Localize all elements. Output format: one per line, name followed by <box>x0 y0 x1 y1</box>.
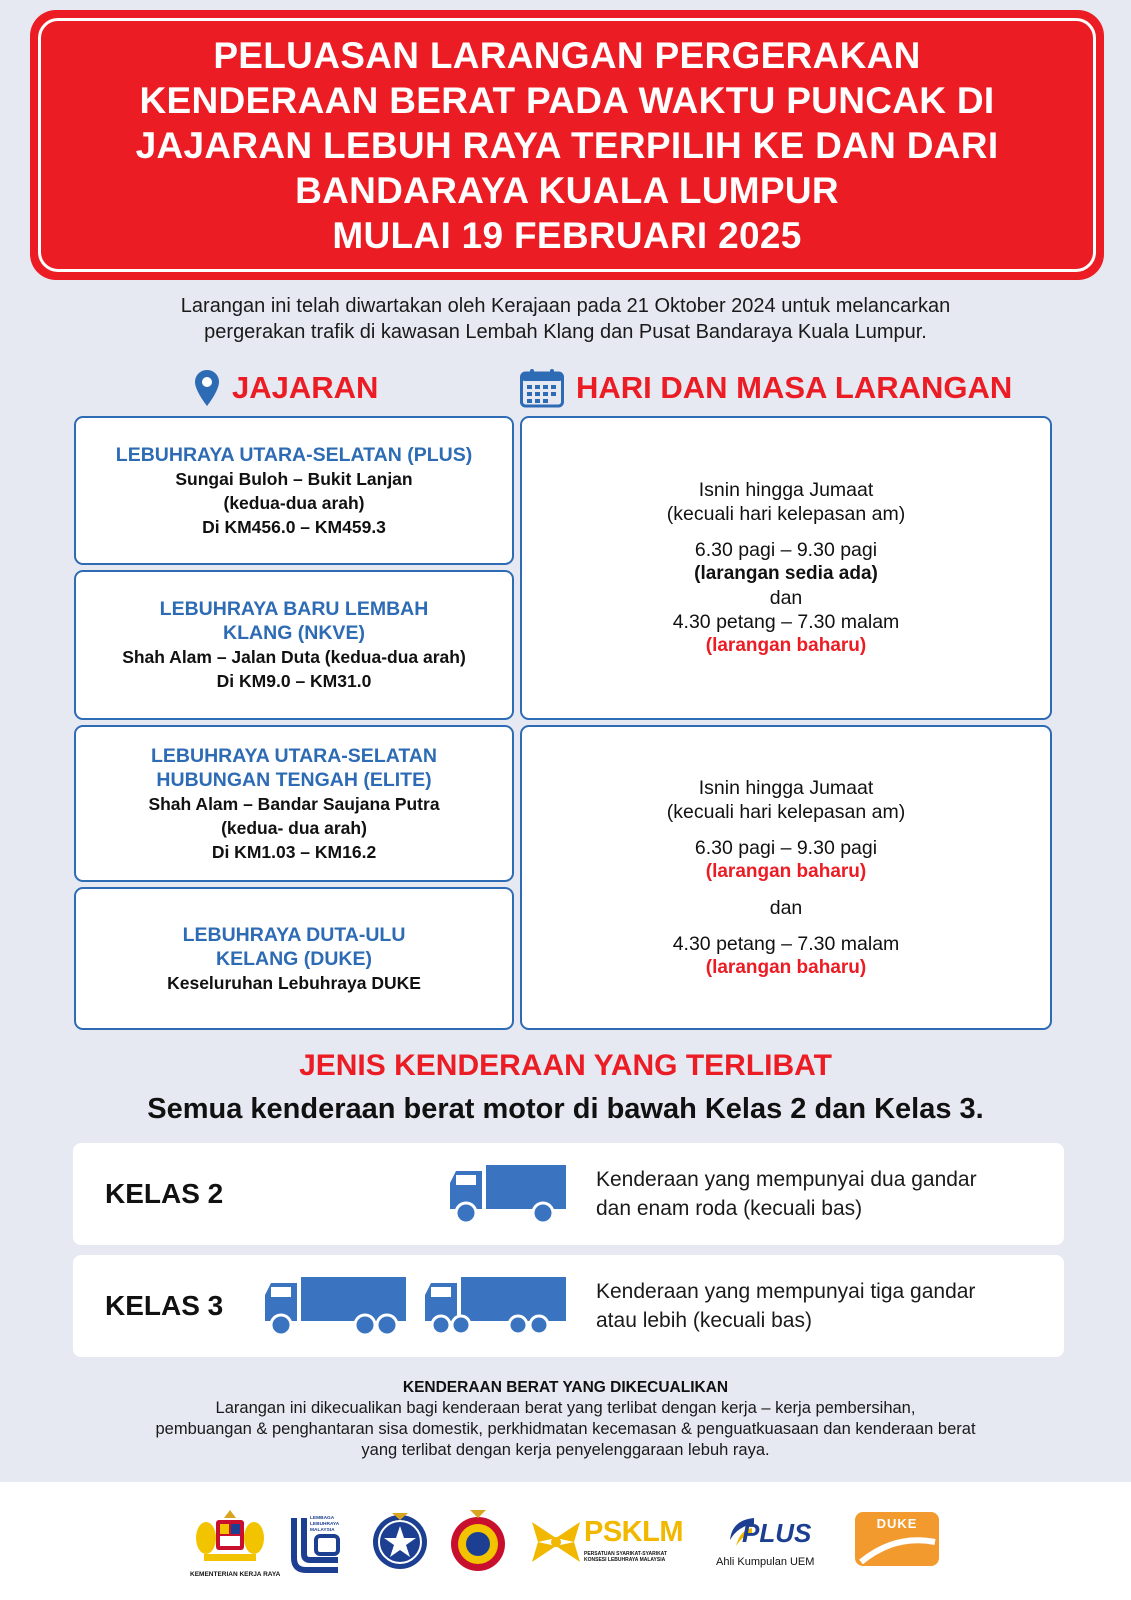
schedule-evening-note: (larangan baharu) <box>705 956 867 978</box>
psklm-emblem-icon <box>528 1518 584 1566</box>
exemption-text <box>0 1398 1131 1461</box>
plus-logo <box>712 1512 837 1572</box>
route-section: Keseluruhan Lebuhraya DUKE <box>167 972 421 993</box>
title-banner <box>30 10 1104 280</box>
two-axle-truck-icon <box>448 1163 568 1225</box>
psklm-logo-text: PSKLM <box>584 1516 683 1548</box>
police-logo <box>370 1510 430 1572</box>
schedule-evening-note: (larangan baharu) <box>705 635 867 656</box>
kkr-logo <box>190 1508 281 1578</box>
plus-logo-subtext: Ahli Kumpulan UEM <box>716 1556 815 1568</box>
three-axle-truck-icon <box>263 1275 408 1337</box>
schedule-morning: 6.30 pagi – 9.30 pagi <box>694 539 878 561</box>
intro-line: Larangan ini telah diwartakan oleh Kerajaan pada 21 Oktober 2024 untuk melancarkan <box>180 295 951 317</box>
route-card-elite <box>74 725 514 882</box>
route-title: HUBUNGAN TENGAH (ELITE) <box>156 768 432 791</box>
psklm-logo <box>528 1516 688 1572</box>
route-section: Shah Alam – Jalan Duta (kedua-dua arah) <box>122 647 466 667</box>
calendar-icon <box>520 368 564 408</box>
schedule-and: dan <box>769 896 803 919</box>
schedule-card-2 <box>520 725 1052 1030</box>
banner-line: KENDERAAN BERAT PADA WAKTU PUNCAK DI <box>139 79 995 121</box>
llm-logo-line: MALAYSIA <box>310 1528 335 1533</box>
llm-logo-line: LEBUHRAYA <box>310 1522 340 1527</box>
schedule-evening: 4.30 petang – 7.30 malam <box>672 611 900 633</box>
psklm-logo-subtext <box>584 1551 667 1563</box>
duke-logo <box>855 1512 939 1566</box>
route-km: Di KM456.0 – KM459.3 <box>202 516 386 537</box>
banner-line: PELUASAN LARANGAN PERGERAKAN <box>213 34 921 76</box>
llm-logo-text <box>310 1516 339 1534</box>
class-3-description-line: Kenderaan yang mempunyai tiga gandar <box>596 1280 976 1303</box>
route-header-label: JAJARAN <box>232 370 379 405</box>
intro-line: pergerakan trafik di kawasan Lembah Klang dan Pusat Bandaraya Kuala Lumpur. <box>204 321 927 343</box>
intro-text <box>0 293 1131 345</box>
schedule-header <box>520 365 1012 411</box>
schedule-exception: (kecuali hari kelepasan am) <box>666 800 906 823</box>
vehicle-section-subtitle: Semua kenderaan berat motor di bawah Kelas 2 dan Kelas 3. <box>147 1093 984 1125</box>
route-direction: (kedua- dua arah) <box>221 817 367 838</box>
duke-road-icon <box>855 1534 939 1564</box>
psklm-logo-subline: PERSATUAN SYARIKAT-SYARIKAT <box>584 1551 667 1557</box>
exemption-line: yang terlibat dengan kerja penyelenggaraan lebuh raya. <box>361 1441 770 1459</box>
footer-logos <box>0 1482 1131 1600</box>
vehicle-section-title: JENIS KENDERAAN YANG TERLIBAT <box>299 1049 832 1082</box>
route-title: LEBUHRAYA BARU LEMBAH <box>159 598 429 620</box>
route-card-duke <box>74 887 514 1030</box>
schedule-morning-note: (larangan sedia ada) <box>694 563 878 584</box>
duke-logo-text: DUKE <box>876 1516 918 1531</box>
schedule-card-1 <box>520 416 1052 720</box>
banner-line: BANDARAYA KUALA LUMPUR <box>295 169 839 211</box>
jpj-logo <box>448 1508 508 1574</box>
class-3-label: KELAS 3 <box>105 1290 224 1321</box>
schedule-morning: 6.30 pagi – 9.30 pagi <box>694 836 878 859</box>
route-km: Di KM1.03 – KM16.2 <box>211 841 377 862</box>
route-title: LEBUHRAYA UTARA-SELATAN <box>150 744 437 767</box>
route-section: Shah Alam – Bandar Saujana Putra <box>148 793 440 814</box>
schedule-and: dan <box>769 587 803 609</box>
route-title: KELANG (DUKE) <box>216 947 372 970</box>
schedule-morning-note: (larangan baharu) <box>705 860 867 882</box>
exemption-line: pembuangan & penghantaran sisa domestik, perkhidmatan kecemasan & penguatkuasaan dan kenderaan berat <box>155 1420 976 1438</box>
route-card-plus <box>74 416 514 565</box>
kkr-logo-text: KEMENTERIAN KERJA RAYA <box>190 1571 281 1578</box>
schedule-header-label: HARI DAN MASA LARANGAN <box>576 370 1013 405</box>
class-3-description <box>596 1277 975 1335</box>
route-direction: (kedua-dua arah) <box>223 492 365 513</box>
llm-logo <box>282 1512 348 1576</box>
route-header <box>194 365 378 411</box>
route-section: Sungai Buloh – Bukit Lanjan <box>175 468 413 489</box>
route-km: Di KM9.0 – KM31.0 <box>216 671 372 691</box>
route-title: LEBUHRAYA DUTA-ULU <box>182 923 406 946</box>
schedule-evening: 4.30 petang – 7.30 malam <box>672 932 900 955</box>
llm-logo-line: LEMBAGA <box>310 1516 335 1521</box>
schedule-days: Isnin hingga Jumaat <box>698 479 874 501</box>
exemption-line: Larangan ini dikecualikan bagi kenderaan berat yang terlibat dengan kerja – kerja pembersihan, <box>215 1399 916 1417</box>
malaysia-coat-of-arms-icon <box>190 1508 270 1566</box>
schedule-exception: (kecuali hari kelepasan am) <box>666 503 906 525</box>
class-2-description-line: dan enam roda (kecuali bas) <box>596 1197 863 1220</box>
route-title: KLANG (NKVE) <box>223 622 365 644</box>
psklm-logo-subline: KONSESI LEBUHRAYA MALAYSIA <box>584 1557 666 1563</box>
exemption-title: KENDERAAN BERAT YANG DIKECUALIKAN <box>402 1379 729 1396</box>
title-banner-frame <box>38 18 1096 272</box>
route-card-nkve <box>74 570 514 720</box>
class-2-label: KELAS 2 <box>105 1178 224 1209</box>
banner-line: MULAI 19 FEBRUARI 2025 <box>332 214 802 256</box>
class-2-row <box>73 1143 1064 1245</box>
banner-line: JAJARAN LEBUH RAYA TERPILIH KE DAN DARI <box>135 124 999 166</box>
class-3-row <box>73 1255 1064 1357</box>
route-title: LEBUHRAYA UTARA-SELATAN (PLUS) <box>115 443 473 466</box>
class-3-description-line: atau lebih (kecuali bas) <box>596 1309 812 1332</box>
four-axle-truck-icon <box>423 1275 568 1337</box>
location-pin-icon <box>194 369 220 407</box>
class-2-description <box>596 1165 977 1223</box>
schedule-days: Isnin hingga Jumaat <box>698 776 874 799</box>
class-2-description-line: Kenderaan yang mempunyai dua gandar <box>596 1168 977 1191</box>
plus-logo-text: PLUS <box>742 1518 812 1548</box>
